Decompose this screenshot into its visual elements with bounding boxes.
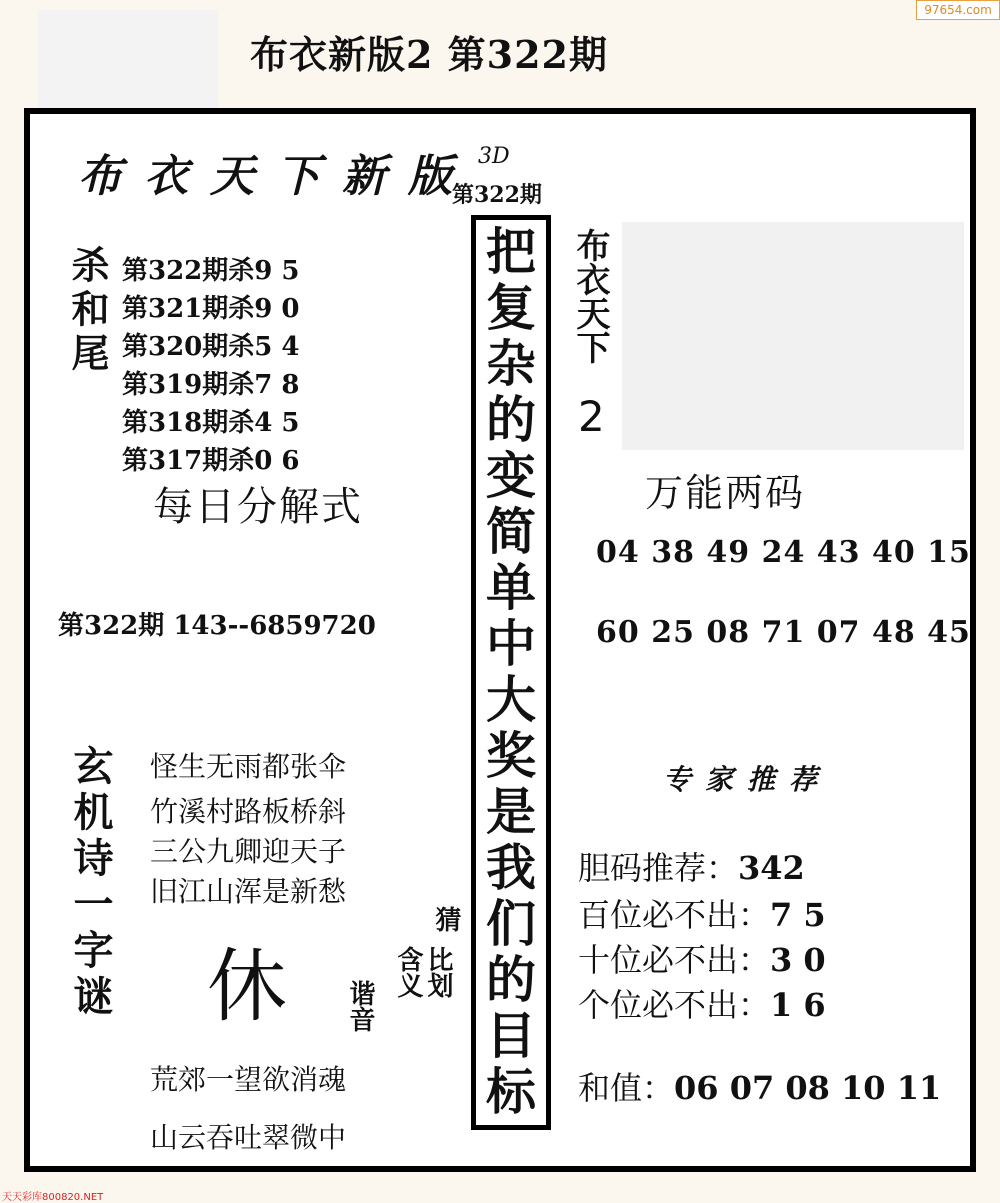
expert-label: 专家推荐 (663, 763, 832, 796)
recommend-row (578, 890, 826, 936)
kill-row: 第322期杀9 5 (122, 256, 300, 286)
issue-number (58, 605, 376, 642)
brand-title: 布衣天下新版 (78, 151, 474, 202)
page-title: 布衣新版2 第322期 (250, 32, 608, 77)
hint-meaning: 含义 (393, 946, 423, 998)
footer-link[interactable]: 天天彩库800820.NET (2, 1192, 104, 1203)
kill-row: 第319期杀7 8 (122, 370, 300, 400)
riddle-char: 休 (207, 940, 287, 1033)
recommend-row (578, 935, 826, 981)
blank-area (38, 10, 218, 108)
poem-label: 玄机诗一字谜 (67, 745, 114, 1021)
recommend-key: 百位必不出： (578, 896, 771, 934)
sum-key: 和值： (578, 1069, 675, 1107)
recommend-value: 342 (738, 849, 805, 887)
hint-sound: 谐音 (345, 980, 375, 1032)
brand-tag: 3D (478, 144, 510, 169)
issue-number-value: 143--6859720 (173, 611, 376, 641)
decomp-label: 每日分解式 (153, 484, 363, 530)
issue-label: 第322期 (452, 182, 542, 208)
recommend-row (578, 980, 826, 1026)
issue-number-label: 第322期 (58, 611, 165, 641)
sum-row (578, 1063, 941, 1109)
poem-line: 怪生无雨都张伞 (150, 750, 347, 783)
side-number: 2 (578, 392, 605, 441)
poem-line: 旧江山浑是新愁 (150, 875, 347, 908)
kill-row: 第321期杀9 0 (122, 294, 300, 324)
poem-line: 竹溪村路板桥斜 (150, 795, 347, 828)
kill-row: 第320期杀5 4 (122, 332, 300, 362)
sum-value: 06 07 08 10 11 (674, 1069, 942, 1107)
bottom-line: 荒郊一望欲消魂 (150, 1063, 347, 1096)
kill-row: 第318期杀4 5 (122, 408, 300, 438)
recommend-value: 7 5 (770, 896, 826, 934)
center-slogan: 把复杂的变简单中大奖是我们的目标 (478, 225, 537, 1121)
side-brand: 布衣天下 (570, 228, 610, 364)
hint-guess: 猜 (431, 906, 461, 932)
kill-tail-label: 杀和尾 (65, 245, 110, 377)
code-row: 60 25 08 71 07 48 45 (596, 615, 971, 650)
recommend-key: 十位必不出： (578, 941, 771, 979)
code-row: 04 38 49 24 43 40 15 (596, 535, 971, 570)
recommend-value: 1 6 (770, 986, 826, 1024)
site-watermark: 97654.com (916, 0, 1000, 20)
two-code-label: 万能两码 (645, 471, 806, 515)
bottom-line: 山云吞吐翠微中 (150, 1121, 347, 1154)
hint-strokes: 比划 (423, 946, 453, 998)
kill-row: 第317期杀0 6 (122, 446, 300, 476)
blank-area (622, 222, 964, 450)
recommend-key: 胆码推荐： (578, 849, 739, 887)
recommend-key: 个位必不出： (578, 986, 771, 1024)
recommend-value: 3 0 (770, 941, 826, 979)
recommend-row (578, 843, 805, 889)
poem-line: 三公九卿迎天子 (150, 835, 347, 868)
